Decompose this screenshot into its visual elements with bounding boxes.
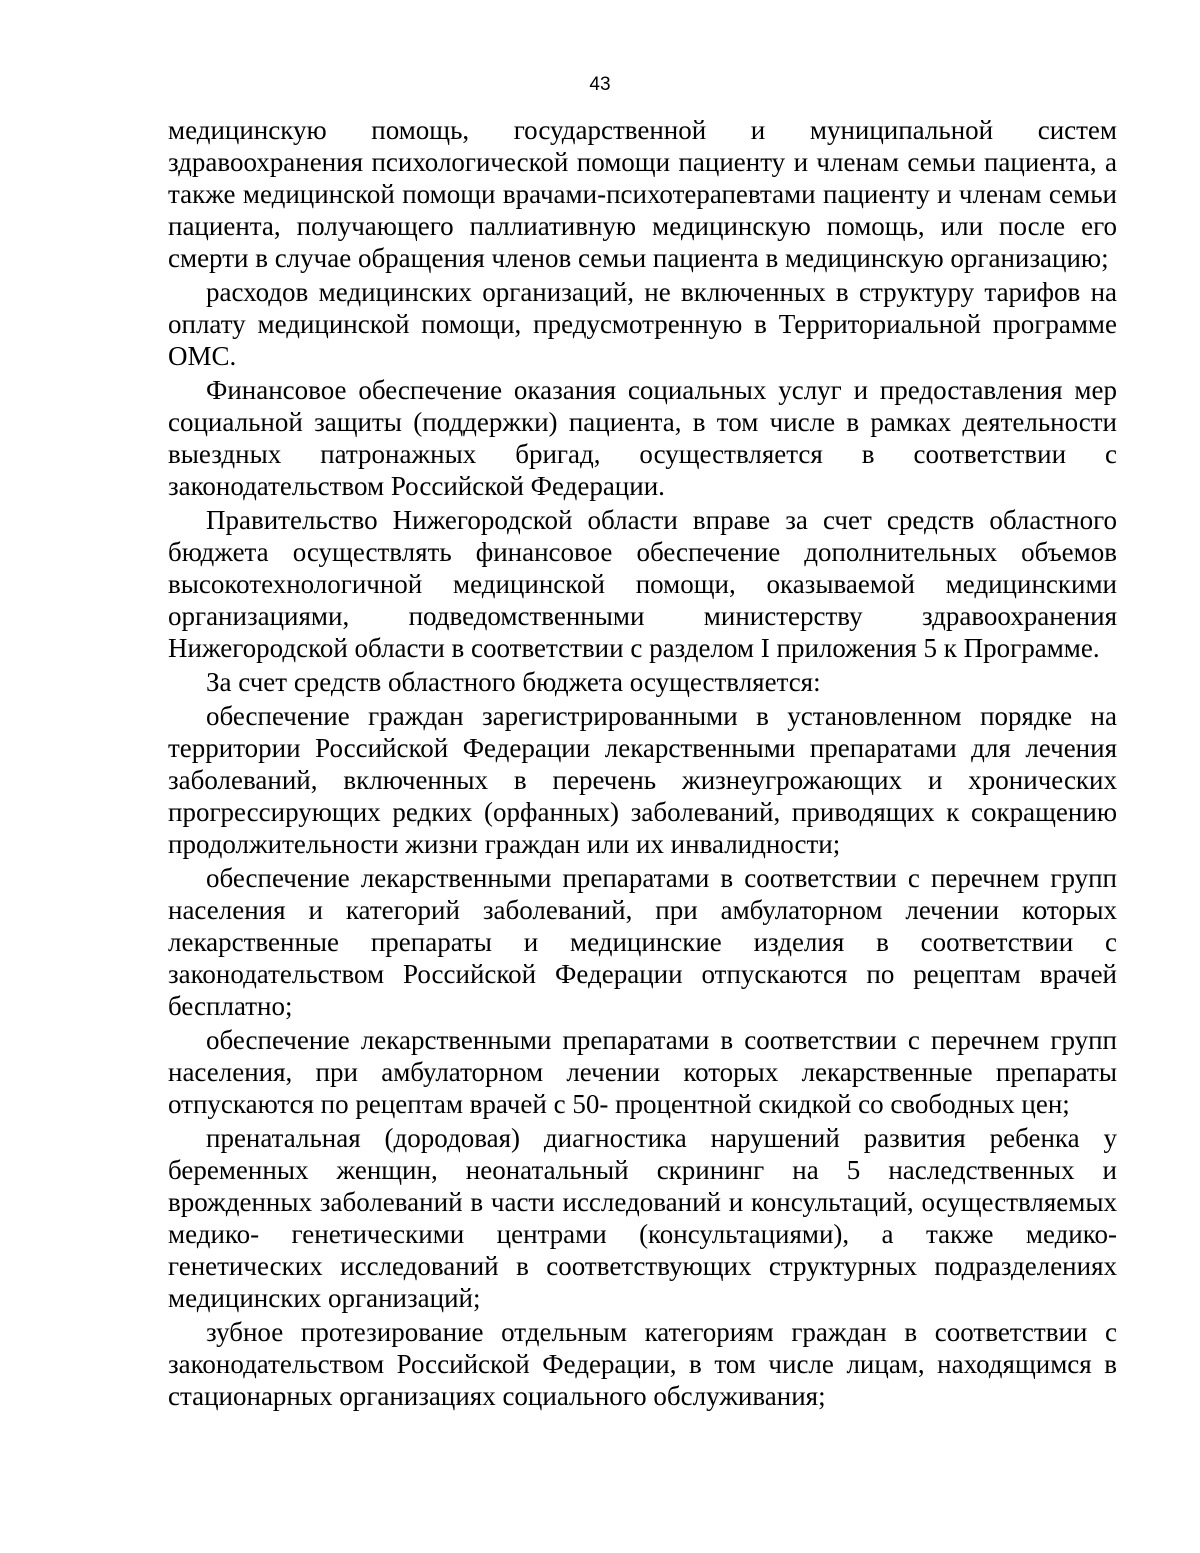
paragraph: обеспечение граждан зарегистрированными в установленном порядке на территории Российской Федерации лекарственными препаратами для лечения заболеваний, включенных в перечень жизнеугрожающих и хронических прогрессирующих редких (орфанных) заболеваний, приводящих к сокращению продолжительности жизни граждан или их инвалидности; (168, 701, 1117, 859)
paragraph: За счет средств областного бюджета осуществляется: (206, 667, 821, 697)
page-number: 43 (589, 74, 611, 95)
paragraph: расходов медицинских организаций, не включенных в структуру тарифов на оплату медицинской помощи, предусмотренную в Территориальной программе ОМС. (168, 277, 1117, 371)
paragraph: обеспечение лекарственными препаратами в соответствии с перечнем групп населения и категорий заболеваний, при амбулаторном лечении которых лекарственные препараты и медицинские изделия в соответствии с законодательством Российской Федерации отпускаются по рецептам врачей бесплатно; (168, 863, 1117, 1021)
paragraph: зубное протезирование отдельным категориям граждан в соответствии с законодательством Российской Федерации, в том числе лицам, находящимся в стационарных организациях социального обслуживания; (168, 1317, 1117, 1411)
paragraph: Правительство Нижегородской области вправе за счет средств областного бюджета осуществлять финансовое обеспечение дополнительных объемов высокотехнологичной медицинской помощи, оказываемой медицинскими организациями, подведомственными министерству здравоохранения Нижегородской области в соответствии с разделом I приложения 5 к Программе. (168, 505, 1117, 663)
paragraph: Финансовое обеспечение оказания социальных услуг и предоставления мер социальной защиты (поддержки) пациента, в том числе в рамках деятельности выездных патронажных бригад, осуществляется в соответствии с законодательством Российской Федерации. (168, 375, 1117, 501)
paragraph-continued: медицинскую помощь, государственной и муниципальной систем здравоохранения психологической помощи пациенту и членам семьи пациента, а также медицинской помощи врачами-психотерапевтами пациенту и членам семьи пациента, получающего паллиативную медицинскую помощь, или после его смерти в случае обращения членов семьи пациента в медицинскую организацию; (168, 115, 1117, 273)
paragraph: обеспечение лекарственными препаратами в соответствии с перечнем групп населения, при амбулаторном лечении которых лекарственные препараты отпускаются по рецептам врачей с 50- процентной скидкой со свободных цен; (168, 1025, 1117, 1119)
paragraph: пренатальная (дородовая) диагностика нарушений развития ребенка у беременных женщин, неонатальный скрининг на 5 наследственных и врожденных заболеваний в части исследований и консультаций, осуществляемых медико- генетическими центрами (консультациями), а также медико- генетических исследований в соответствующих структурных подразделениях медицинских организаций; (168, 1123, 1117, 1313)
document-body (168, 114, 1117, 1414)
